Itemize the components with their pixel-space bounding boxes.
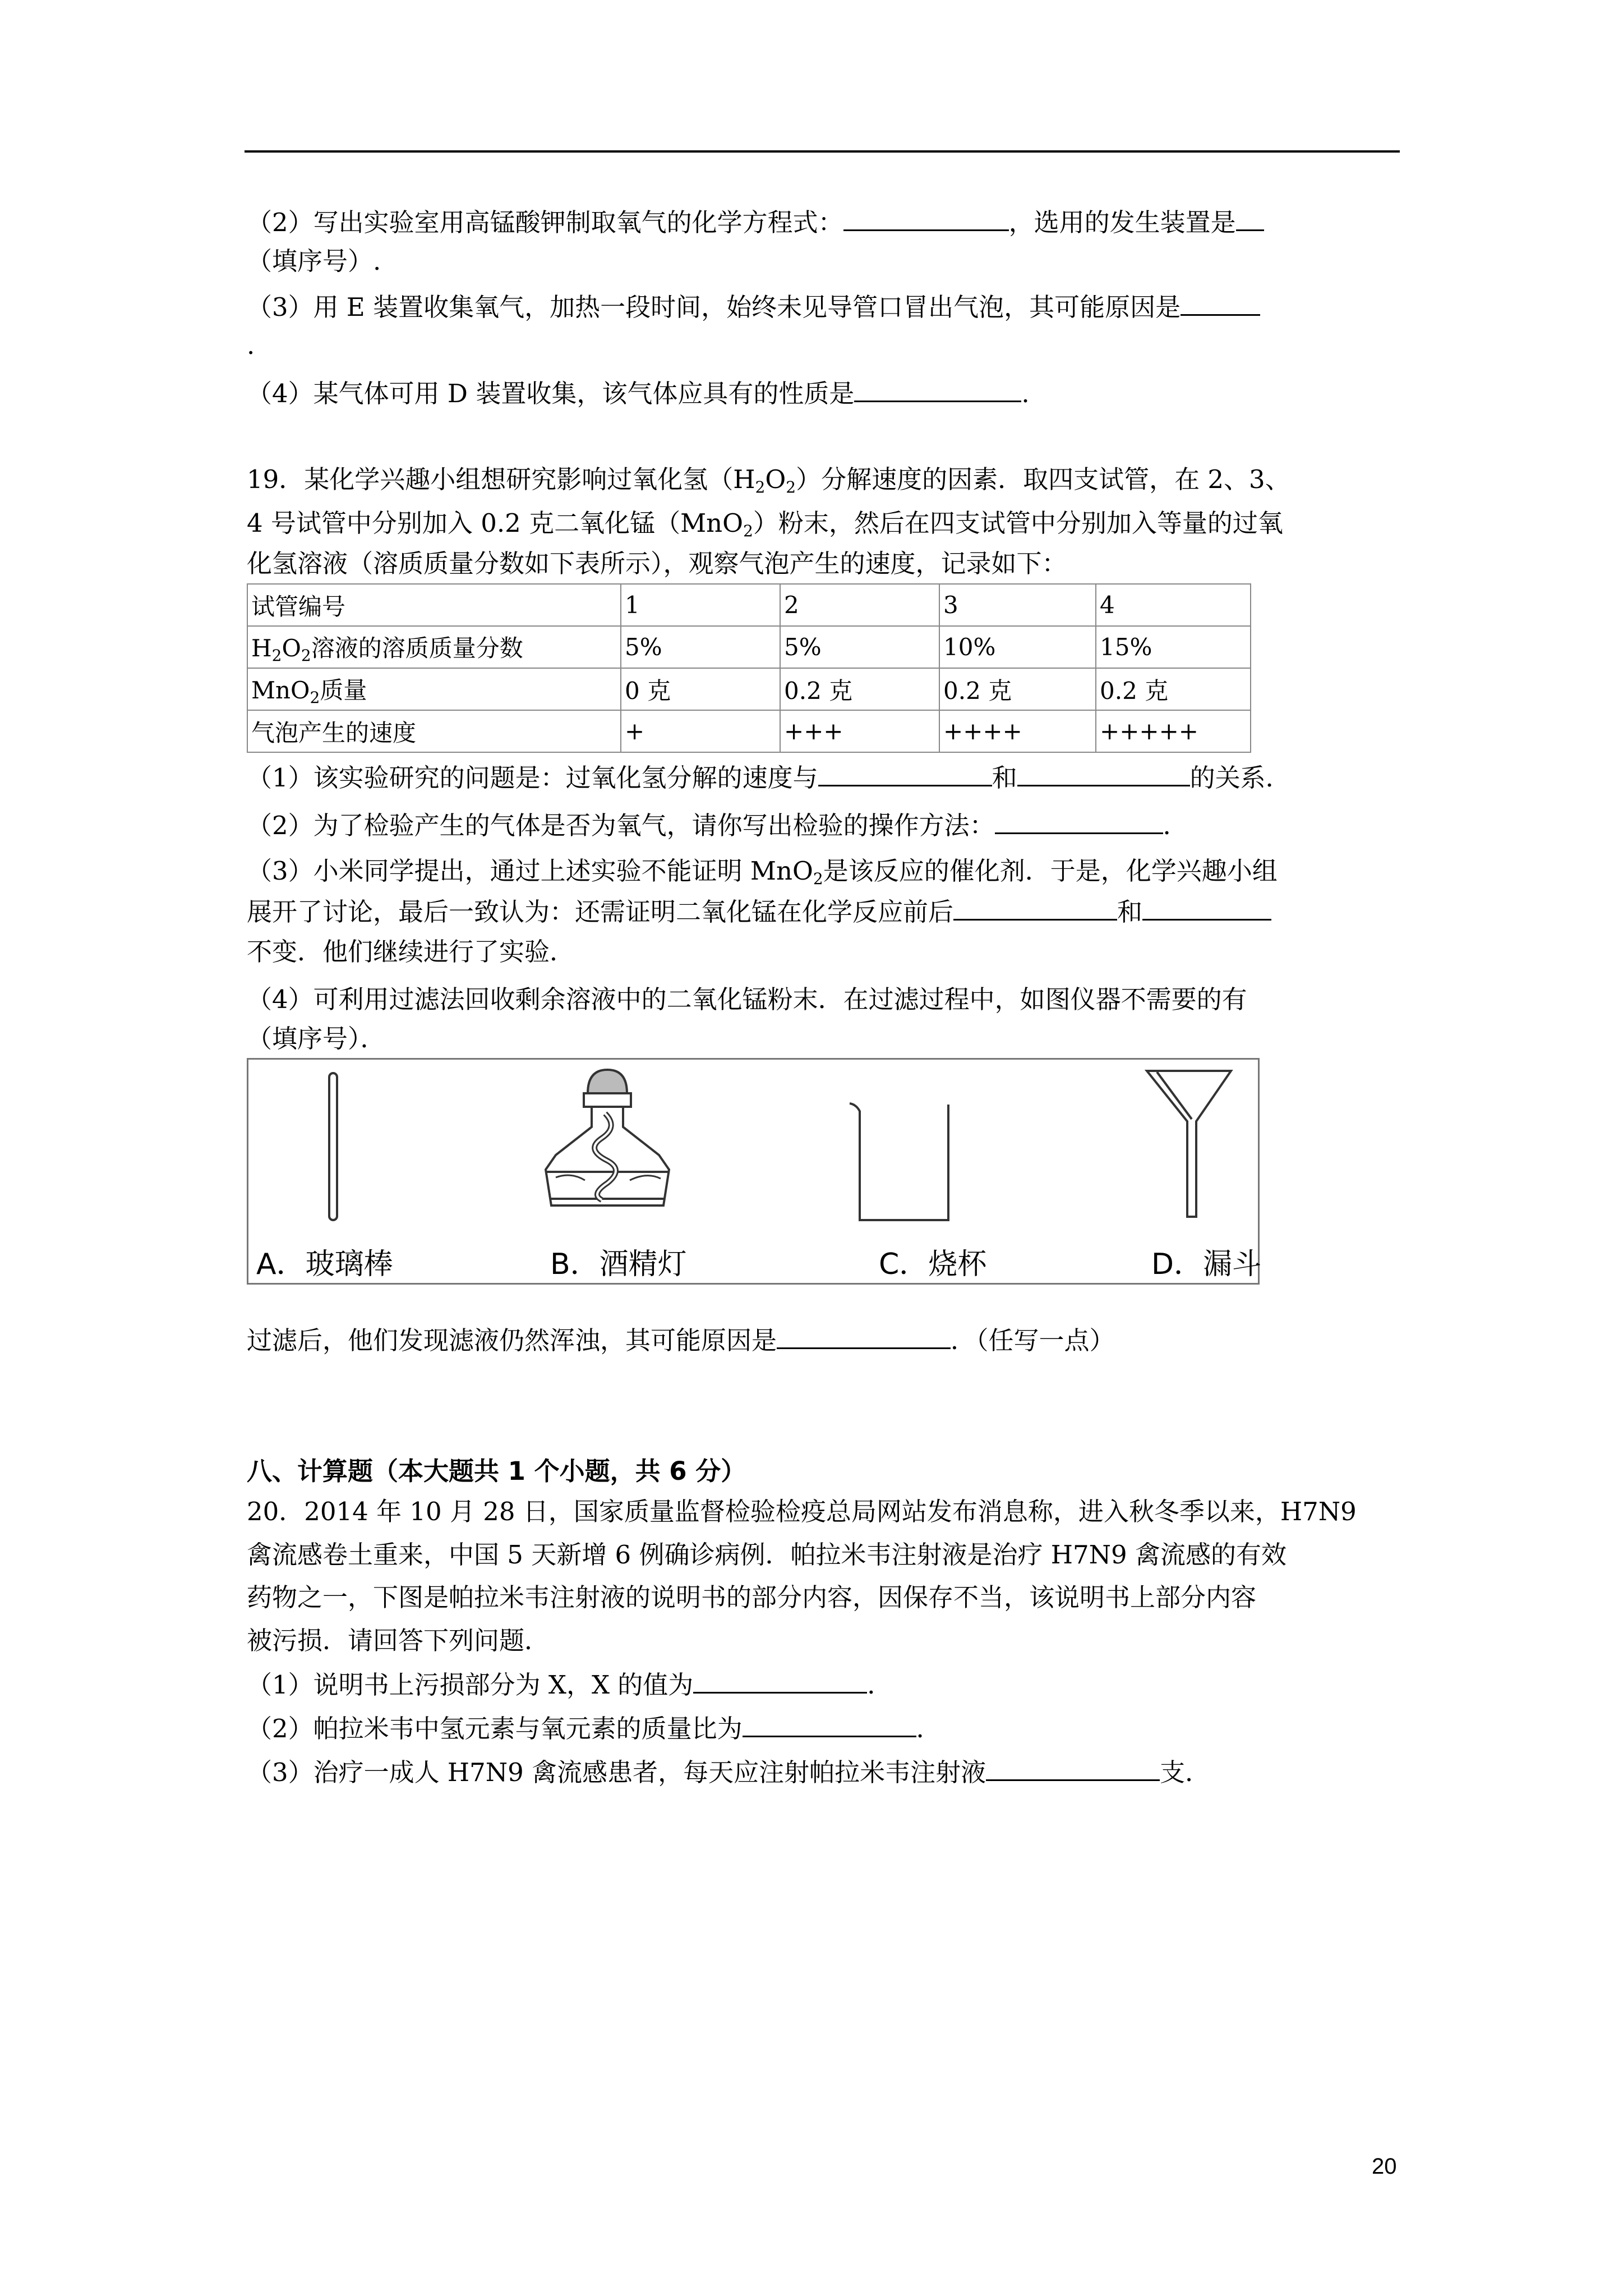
answer-blank[interactable] [1236,205,1264,231]
table-row [247,668,1251,710]
table-cell: ++++ [939,710,1096,752]
table-cell: MnO$_2$质量 [247,668,621,710]
fig-label-a: A．玻璃棒 [256,1248,393,1281]
beaker-icon [850,1103,948,1220]
table-cell: 气泡产生的速度 [247,710,621,752]
table-cell: 0.2 克 [1096,668,1251,710]
table-row [247,626,1251,668]
q19-part4-cont: （填序号）． [247,1024,386,1053]
table-cell: 2 [780,584,939,626]
q19-part4: （4）可利用过滤法回收剩余溶液中的二氧化锰粉末．在过滤过程中，如图仪器不需要的有 [247,984,1247,1014]
q19-part2: （2）为了检验产生的气体是否为氧气，请你写出检验的操作方法： ． [247,808,1188,843]
q20-line-2: 禽流感卷土重来，中国 5 天新增 6 例确诊病例．帕拉米韦注射液是治疗 H7N9 禽流感的有效 [247,1540,1287,1570]
section8-title: 八、计算题（本大题共 1 个小题，共 6 分） [247,1456,746,1486]
answer-blank[interactable] [995,808,1163,834]
answer-blank[interactable] [843,205,1009,231]
q20-part1: （1）说明书上污损部分为 X，X 的值为 ． [247,1667,892,1702]
table-cell: +++ [780,710,939,752]
answer-blank[interactable] [1181,289,1260,316]
q18-part3: （3）用 E 装置收集氧气，加热一段时间，始终未见导管口冒出气泡，其可能原因是 [247,289,1260,324]
table-cell: 0.2 克 [780,668,939,710]
table-cell: 试管编号 [247,584,621,626]
instruments-figure [247,1058,1260,1285]
table-cell: 0.2 克 [939,668,1096,710]
funnel-icon [1147,1071,1231,1217]
answer-blank[interactable] [743,1711,916,1737]
q20-line-1: 20．2014 年 10 月 28 日，国家质量监督检验检疫总局网站发布消息称，进入秋冬季以来，H7N9 [247,1497,1357,1526]
page-number: 20 [1372,2154,1397,2179]
answer-blank[interactable] [818,760,992,786]
q20-line-4: 被污损．请回答下列问题． [247,1626,550,1655]
glass-rod-icon [329,1073,337,1220]
q18-part3-dot: . [247,330,255,360]
header-rule [245,150,1400,153]
table-cell: 5% [621,626,780,668]
table-cell: 0 克 [621,668,780,710]
answer-blank[interactable] [1017,760,1190,786]
q19-intro-1: 19．某化学兴趣小组想研究影响过氧化氢$(H_2O_2)$分解速度的因素．取四支试管，在 2、3、 [247,464,1290,496]
q20-part3: （3）治疗一成人 H7N9 禽流感患者，每天应注射帕拉米韦注射液 支． [247,1755,1210,1789]
q19-part3-cont: 展开了讨论，最后一致认为：还需证明二氧化锰在化学反应前后 和 [247,894,1271,929]
q19-intro-3: 化氢溶液（溶质质量分数如下表所示），观察气泡产生的速度，记录如下： [247,549,1067,578]
table-row [247,584,1251,626]
q20-part2: （2）帕拉米韦中氢元素与氧元素的质量比为 ． [247,1711,942,1746]
answer-blank[interactable] [854,376,1021,402]
q19-part3-end: 不变．他们继续进行了实验． [247,937,575,967]
answer-blank[interactable] [953,894,1117,921]
table-cell: + [621,710,780,752]
table-cell: $H_2O_2$溶液的溶质质量分数 [247,626,621,668]
q19-intro-2: 4 号试管中分别加入 0.2 克二氧化锰（MnO$_2$）粉末，然后在四支试管中分别加入等量的过氧 [247,508,1283,540]
q18-part4: （4）某气体可用 D 装置收集，该气体应具有的性质是 . [247,376,1030,411]
table-cell: 1 [621,584,780,626]
answer-blank[interactable] [777,1323,951,1349]
table-cell: 5% [780,626,939,668]
alcohol-lamp-icon [546,1070,669,1205]
table-cell: +++++ [1096,710,1251,752]
fig-label-b: B．酒精灯 [550,1248,687,1281]
q18-part2-cont: （填序号）. [247,246,381,276]
fig-label-d: D．漏斗 [1151,1248,1262,1281]
table-cell: 15% [1096,626,1251,668]
table-cell: 10% [939,626,1096,668]
q19-part1: （1）该实验研究的问题是：过氧化氢分解的速度与 和 的关系． [247,760,1291,795]
q18-part2: （2）写出实验室用高锰酸钾制取氧气的化学方程式： ，选用的发生装置是 [247,205,1264,240]
fig-label-c: C．烧杯 [879,1248,987,1281]
q20-line-3: 药物之一，下图是帕拉米韦注射液的说明书的部分内容，因保存不当，该说明书上部分内容 [247,1582,1257,1612]
instruments-drawing [248,1060,1258,1239]
answer-blank[interactable] [986,1755,1160,1781]
answer-blank[interactable] [693,1667,867,1694]
q19-after-filter: 过滤后，他们发现滤液仍然浑浊，其可能原因是 ．（任写一点） [247,1323,1115,1358]
table-cell: 3 [939,584,1096,626]
answer-blank[interactable] [1142,894,1271,921]
q19-part3: （3）小米同学提出，通过上述实验不能证明 MnO$_2$是该反应的催化剂．于是，化学兴趣小组 [247,856,1278,888]
table-row [247,710,1251,752]
experiment-table [247,583,1251,753]
table-cell: 4 [1096,584,1251,626]
